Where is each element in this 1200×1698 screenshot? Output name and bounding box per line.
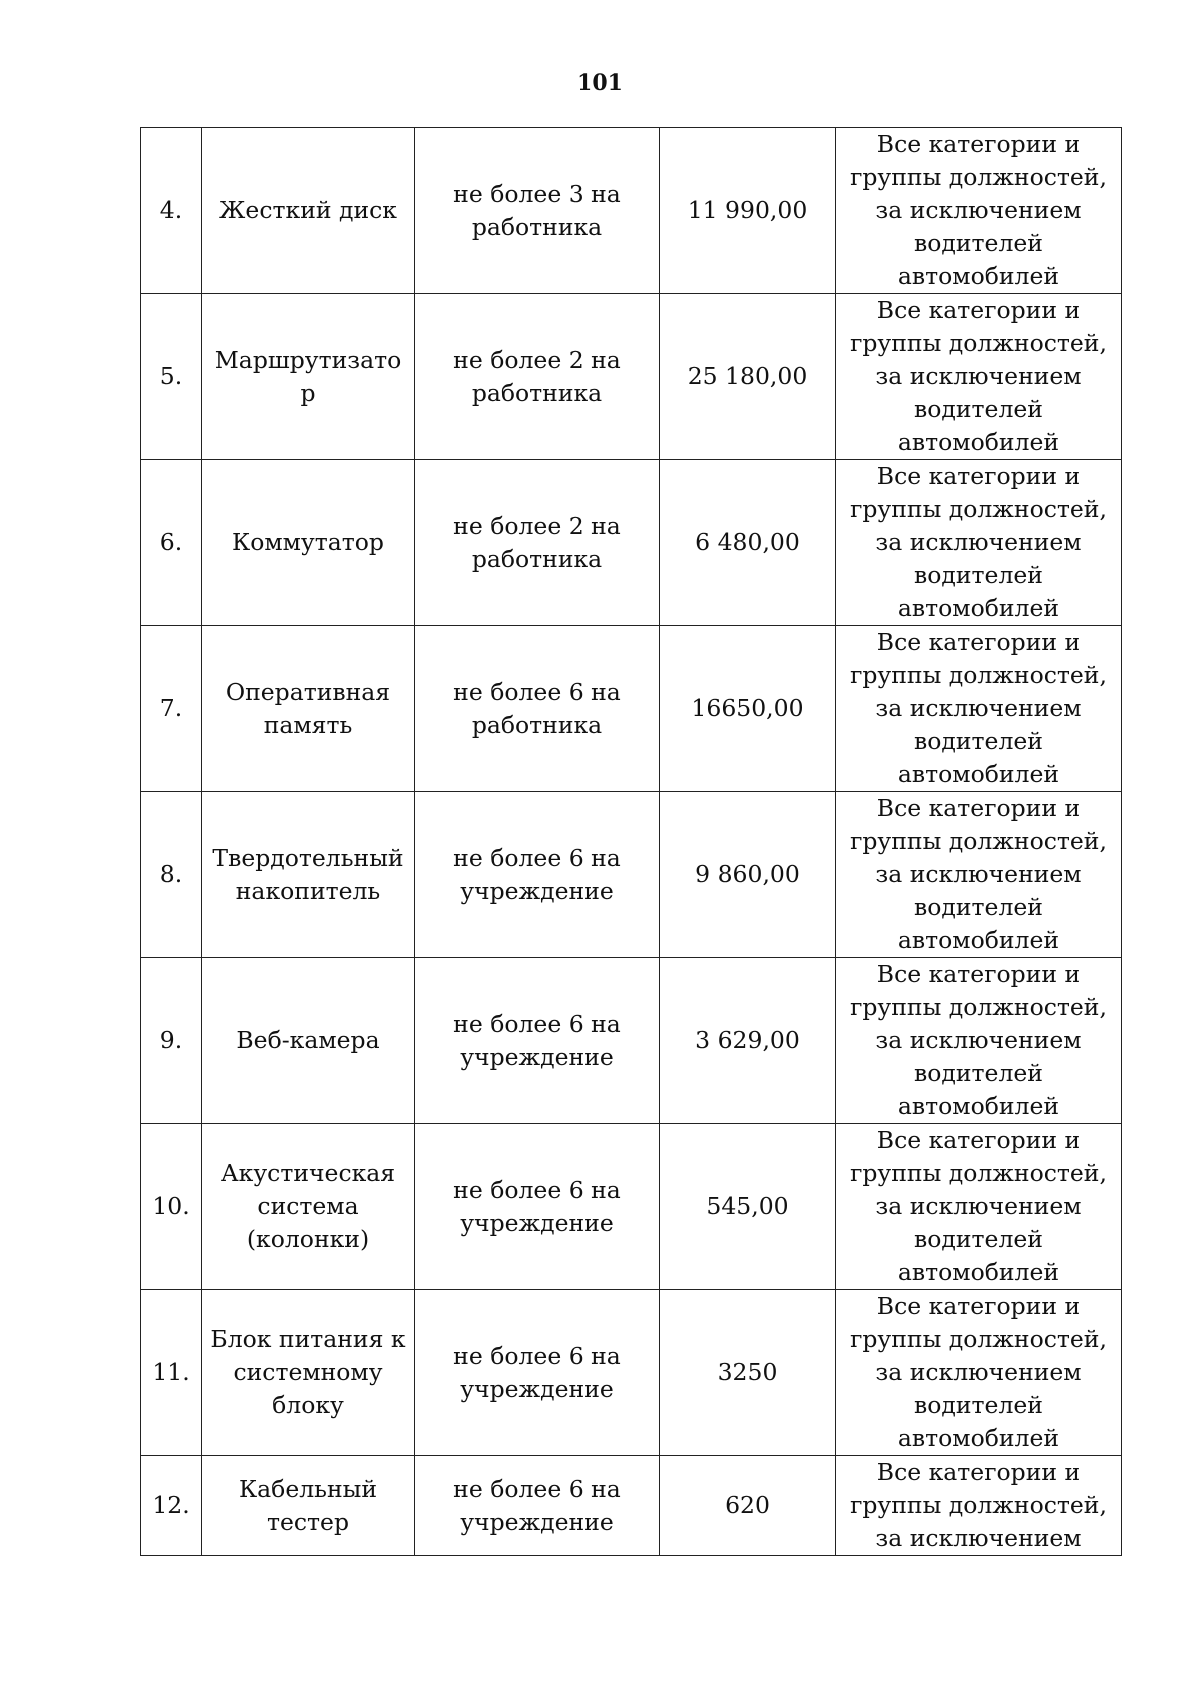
- categories-cell: [836, 460, 1122, 626]
- item-name-line: (колонки): [246, 1225, 370, 1253]
- categories-line: Все категории и: [876, 794, 1081, 822]
- categories-line: автомобилей: [897, 1092, 1060, 1120]
- categories-line: за исключением: [875, 1026, 1082, 1054]
- categories-line: Все категории и: [876, 628, 1081, 656]
- quantity-cell: [415, 1456, 660, 1556]
- row-number-cell: 6.: [141, 460, 202, 626]
- categories-line: за исключением: [875, 1358, 1082, 1386]
- quantity-line: не более 3 на: [453, 179, 621, 208]
- table-body: [141, 128, 1122, 1556]
- item-name-line: Веб-камера: [236, 1026, 380, 1054]
- quantity-line: не более 6 на: [453, 843, 621, 872]
- price-cell: 9 860,00: [660, 792, 836, 958]
- quantity-line: не более 6 на: [453, 1341, 621, 1370]
- item-name-line: тестер: [266, 1507, 350, 1536]
- categories-line: за исключением: [875, 860, 1082, 888]
- categories-line: водителей: [914, 229, 1043, 257]
- categories-line: водителей: [914, 727, 1043, 755]
- categories-line: группы должностей,: [850, 661, 1107, 689]
- quantity-line: учреждение: [460, 1042, 614, 1071]
- categories-line: за исключением: [875, 1192, 1082, 1220]
- item-name-line: Твердотельный: [212, 843, 404, 872]
- categories-line: автомобилей: [897, 262, 1060, 290]
- table-row: [141, 460, 1122, 626]
- quantity-line: работника: [471, 212, 603, 241]
- item-name-line: память: [263, 710, 353, 739]
- item-name-line: Акустическая: [220, 1159, 396, 1187]
- categories-line: автомобилей: [897, 926, 1060, 954]
- item-name-cell: [202, 128, 415, 294]
- categories-line: Все категории и: [876, 462, 1081, 490]
- item-name-line: Коммутатор: [232, 528, 384, 556]
- categories-line: группы должностей,: [850, 1159, 1107, 1187]
- item-name-cell: [202, 294, 415, 460]
- item-name-cell: [202, 1456, 415, 1556]
- table-row: [141, 1290, 1122, 1456]
- quantity-line: учреждение: [460, 1208, 614, 1237]
- row-number-cell: 12.: [141, 1456, 202, 1556]
- page-number: 101: [577, 70, 623, 96]
- quantity-cell: [415, 1290, 660, 1456]
- table-row: [141, 626, 1122, 792]
- categories-line: группы должностей,: [850, 163, 1107, 191]
- quantity-line: работника: [471, 378, 603, 407]
- categories-cell: [836, 294, 1122, 460]
- item-name-cell: [202, 792, 415, 958]
- row-number-cell: 7.: [141, 626, 202, 792]
- categories-line: автомобилей: [897, 1424, 1060, 1452]
- categories-line: водителей: [914, 561, 1043, 589]
- quantity-cell: [415, 626, 660, 792]
- categories-line: группы должностей,: [850, 827, 1107, 855]
- quantity-line: учреждение: [460, 1507, 614, 1536]
- categories-line: за исключением: [875, 362, 1082, 390]
- item-name-line: Кабельный: [238, 1474, 377, 1503]
- item-name-line: система: [257, 1192, 359, 1220]
- quantity-line: не более 6 на: [453, 677, 621, 706]
- row-number-cell: 11.: [141, 1290, 202, 1456]
- categories-line: группы должностей,: [850, 993, 1107, 1021]
- categories-line: водителей: [914, 893, 1043, 921]
- table-row: [141, 792, 1122, 958]
- categories-cell: [836, 1124, 1122, 1290]
- quantity-line: работника: [471, 544, 603, 573]
- categories-line: за исключением: [875, 528, 1082, 556]
- categories-line: Все категории и: [876, 130, 1081, 158]
- item-name-line: Жесткий диск: [219, 196, 397, 224]
- equipment-norms-table: [140, 127, 1122, 1556]
- quantity-cell: [415, 792, 660, 958]
- table-row: [141, 128, 1122, 294]
- categories-line: автомобилей: [897, 760, 1060, 788]
- row-number-cell: 8.: [141, 792, 202, 958]
- item-name-line: Оперативная: [225, 677, 391, 706]
- quantity-line: не более 6 на: [453, 1009, 621, 1038]
- item-name-line: р: [300, 378, 316, 407]
- categories-line: группы должностей,: [850, 495, 1107, 523]
- price-cell: 25 180,00: [660, 294, 836, 460]
- quantity-line: учреждение: [460, 876, 614, 905]
- quantity-cell: [415, 958, 660, 1124]
- price-cell: 545,00: [660, 1124, 836, 1290]
- row-number-cell: 4.: [141, 128, 202, 294]
- price-cell: 16650,00: [660, 626, 836, 792]
- categories-line: водителей: [914, 1391, 1043, 1419]
- categories-cell: [836, 1456, 1122, 1556]
- item-name-line: блоку: [272, 1391, 344, 1419]
- price-cell: 620: [660, 1456, 836, 1556]
- categories-line: автомобилей: [897, 1258, 1060, 1286]
- categories-line: за исключением: [875, 1524, 1082, 1552]
- table-row: [141, 1124, 1122, 1290]
- categories-line: Все категории и: [876, 296, 1081, 324]
- item-name-cell: [202, 958, 415, 1124]
- row-number-cell: 9.: [141, 958, 202, 1124]
- price-cell: 11 990,00: [660, 128, 836, 294]
- table-row: [141, 294, 1122, 460]
- item-name-cell: [202, 1290, 415, 1456]
- categories-line: водителей: [914, 1225, 1043, 1253]
- item-name-cell: [202, 1124, 415, 1290]
- item-name-line: Блок питания к: [210, 1325, 406, 1353]
- quantity-cell: [415, 294, 660, 460]
- table-row: [141, 1456, 1122, 1556]
- quantity-line: не более 6 на: [453, 1474, 621, 1503]
- categories-line: группы должностей,: [850, 329, 1107, 357]
- categories-cell: [836, 128, 1122, 294]
- categories-line: Все категории и: [876, 1126, 1081, 1154]
- quantity-line: не более 6 на: [453, 1175, 621, 1204]
- categories-cell: [836, 626, 1122, 792]
- table-row: [141, 958, 1122, 1124]
- quantity-cell: [415, 1124, 660, 1290]
- price-cell: 6 480,00: [660, 460, 836, 626]
- categories-cell: [836, 958, 1122, 1124]
- categories-line: водителей: [914, 1059, 1043, 1087]
- quantity-line: не более 2 на: [453, 511, 621, 540]
- item-name-line: Маршрутизато: [214, 345, 402, 374]
- categories-line: за исключением: [875, 196, 1082, 224]
- quantity-line: учреждение: [460, 1374, 614, 1403]
- item-name-cell: [202, 460, 415, 626]
- item-name-line: системному: [233, 1358, 383, 1386]
- categories-line: группы должностей,: [850, 1491, 1107, 1519]
- row-number-cell: 5.: [141, 294, 202, 460]
- categories-line: за исключением: [875, 694, 1082, 722]
- categories-line: группы должностей,: [850, 1325, 1107, 1353]
- price-cell: 3 629,00: [660, 958, 836, 1124]
- quantity-cell: [415, 128, 660, 294]
- quantity-line: не более 2 на: [453, 345, 621, 374]
- categories-line: водителей: [914, 395, 1043, 423]
- item-name-cell: [202, 626, 415, 792]
- item-name-line: накопитель: [235, 876, 381, 905]
- categories-cell: [836, 1290, 1122, 1456]
- quantity-cell: [415, 460, 660, 626]
- categories-line: Все категории и: [876, 1458, 1081, 1486]
- categories-cell: [836, 792, 1122, 958]
- price-cell: 3250: [660, 1290, 836, 1456]
- categories-line: автомобилей: [897, 594, 1060, 622]
- quantity-line: работника: [471, 710, 603, 739]
- row-number-cell: 10.: [141, 1124, 202, 1290]
- categories-line: Все категории и: [876, 960, 1081, 988]
- categories-line: автомобилей: [897, 428, 1060, 456]
- categories-line: Все категории и: [876, 1292, 1081, 1320]
